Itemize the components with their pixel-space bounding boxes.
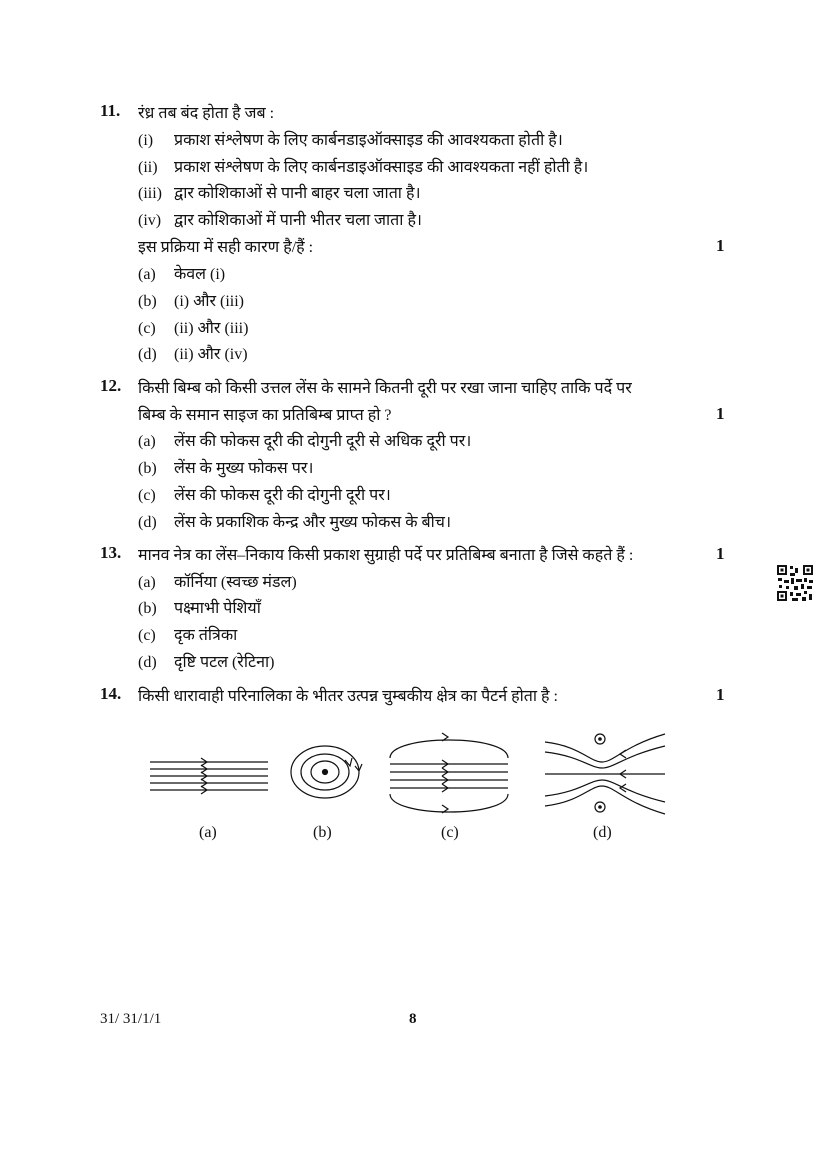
statement-ii: (ii) प्रकाश संश्लेषण के लिए कार्बनडाइऑक्साइड की आवश्यकता नहीं होती है। [138, 159, 589, 176]
figure-b-concentric-circles [291, 746, 362, 798]
question-number: 13. [100, 543, 122, 562]
option-a: (a) केवल (i) [138, 266, 226, 283]
page-number: 8 [409, 1011, 417, 1027]
statement-iv: (iv) द्वार कोशिकाओं में पानी भीतर चला जाता है। [138, 212, 423, 229]
question-stem-line-2: बिम्ब के समान साइज का प्रतिबिम्ब प्राप्त हो ? [138, 407, 392, 424]
qr-code-icon [776, 564, 814, 602]
marks: 1 [716, 236, 725, 255]
figure-label-b: (b) [313, 824, 332, 841]
figure-a-parallel-lines [150, 758, 268, 794]
option-a: (a) लेंस की फोकस दूरी की दोगुनी दूरी से अधिक दूरी पर। [138, 433, 472, 450]
figure-d-opposing-fields [545, 734, 665, 814]
option-c: (c) (ii) और (iii) [138, 320, 249, 337]
option-c: (c) दृक तंत्रिका [138, 627, 238, 644]
question-stem-line-1: किसी बिम्ब को किसी उत्तल लेंस के सामने कितनी दूरी पर रखा जाना चाहिए ताकि पर्दे पर [138, 380, 632, 397]
question-number: 14. [100, 684, 122, 703]
option-d: (d) (ii) और (iv) [138, 346, 248, 363]
statement-iii: (iii) द्वार कोशिकाओं से पानी बाहर चला जाता है। [138, 185, 421, 202]
option-d: (d) दृष्टि पटल (रेटिना) [138, 654, 275, 671]
figure-c-solenoid-field [390, 733, 508, 813]
option-a: (a) कॉर्निया (स्वच्छ मंडल) [138, 574, 297, 591]
figure-label-d: (d) [593, 824, 612, 841]
question-stem: किसी धारावाही परिनालिका के भीतर उत्पन्न चुम्बकीय क्षेत्र का पैटर्न होता है : [138, 688, 558, 705]
option-b: (b) लेंस के मुख्य फोकस पर। [138, 460, 314, 477]
question-number: 11. [100, 101, 121, 120]
question-prompt: इस प्रक्रिया में सही कारण है/हैं : [138, 239, 314, 256]
marks: 1 [716, 544, 725, 563]
option-d: (d) लेंस के प्रकाशिक केन्द्र और मुख्य फोकस के बीच। [138, 514, 452, 531]
option-b: (b) (i) और (iii) [138, 293, 245, 310]
option-b: (b) पक्ष्माभी पेशियाँ [138, 600, 261, 617]
question-stem: रंध्र तब बंद होता है जब : [138, 105, 275, 122]
figure-label-c: (c) [441, 824, 459, 841]
paper-code: 31/ 31/1/1 [100, 1011, 162, 1027]
question-stem: मानव नेत्र का लेंस–निकाय किसी प्रकाश सुग्राही पर्दे पर प्रतिबिम्ब बनाता है जिसे कहते हैं : [138, 547, 634, 564]
question-number: 12. [100, 376, 122, 395]
option-c: (c) लेंस की फोकस दूरी की दोगुनी दूरी पर। [138, 487, 391, 504]
magnetic-field-figure [140, 722, 680, 822]
figure-label-a: (a) [199, 824, 217, 841]
statement-i: (i) प्रकाश संश्लेषण के लिए कार्बनडाइऑक्साइड की आवश्यकता होती है। [138, 132, 563, 149]
marks: 1 [716, 404, 725, 423]
marks: 1 [716, 685, 725, 704]
